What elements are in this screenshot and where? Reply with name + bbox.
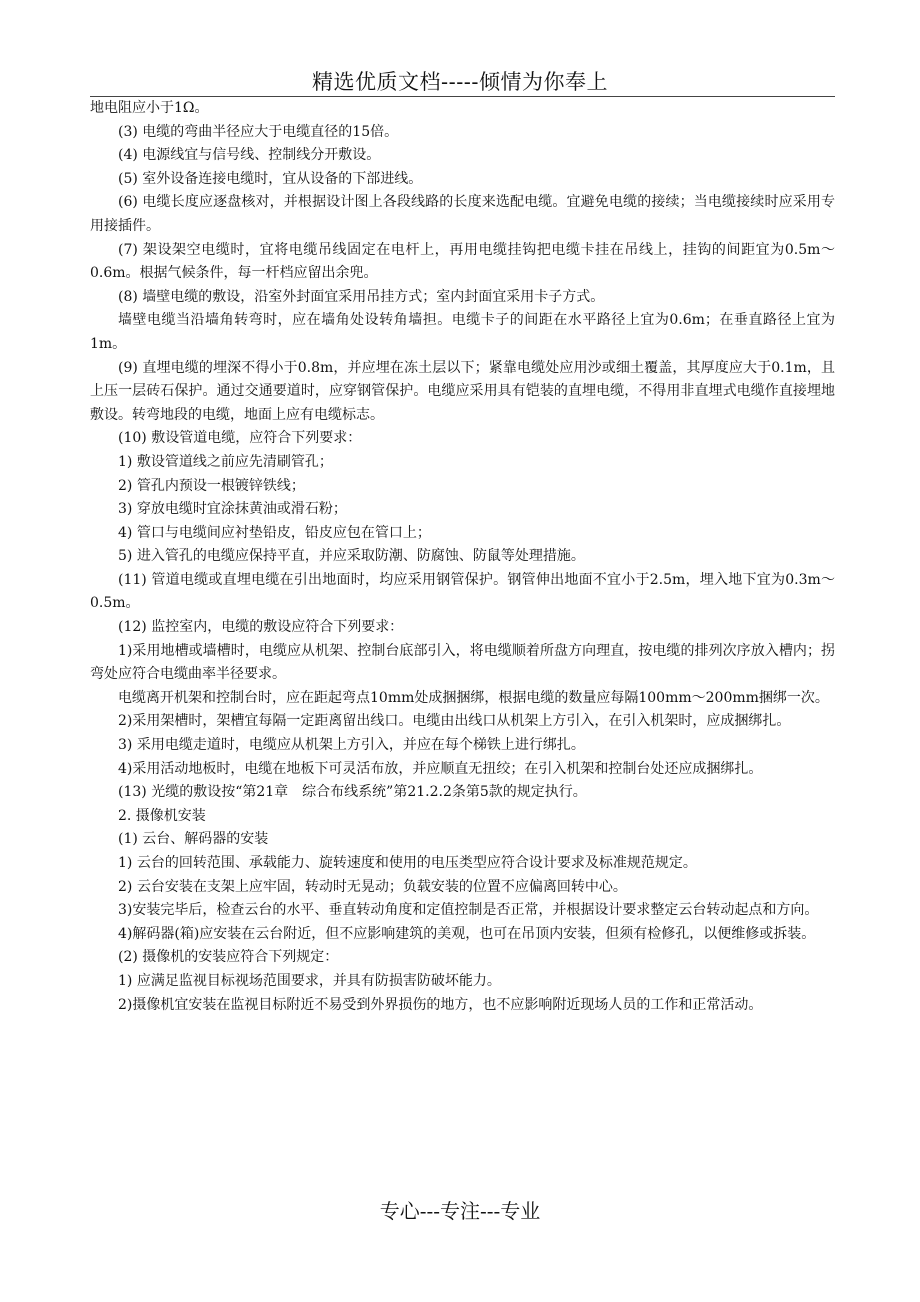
paragraph: (10) 敷设管道电缆，应符合下列要求： (118, 430, 362, 447)
list-item: 2) 管孔内预设一根镀锌铁线； (118, 477, 305, 494)
paragraph: (11) 管道电缆或直埋电缆在引出地面时，均应采用钢管保护。钢管伸出地面不宜小于2.5m，埋入地下宜为0.3m～0.5m。 (90, 571, 835, 612)
paragraph: 地电阻应小于1Ω。 (90, 100, 209, 116)
list-item: 1) 云台的回转范围、承载能力、旋转速度和使用的电压类型应符合设计要求及标准规范规定。 (118, 855, 697, 871)
list-item: 3) 采用电缆走道时，电缆应从机架上方引入，并应在每个梯铁上进行绑扎。 (118, 737, 585, 754)
list-item: 1) 应满足监视目标视场范围要求，并具有防损害防破坏能力。 (118, 972, 501, 989)
paragraph: (8) 墙壁电缆的敷设，沿室外封面宜采用吊挂方式；室内封面宜采用卡子方式。 (118, 288, 605, 305)
paragraph: (9) 直埋电缆的埋深不得小于0.8m，并应埋在冻土层以下；紧靠电缆处应用沙或细土覆盖，其厚度应大于0.1m，且上压一层砖石保护。通过交通要道时，应穿钢管保护。电缆应采用具有铠装的直埋电缆，不得用非直埋式电缆作直接埋地敷设。转弯地段的电缆，地面上应有电缆标志。 (90, 359, 835, 423)
page-footer: 专心---专注---专业 (379, 1199, 541, 1223)
subsection-heading: (2) 摄像机的安装应符合下列规定： (118, 949, 339, 966)
paragraph: (7) 架设架空电缆时，宜将电缆吊线固定在电杆上，再用电缆挂钩把电缆卡挂在吊线上，挂钩的间距宜为0.5m～0.6m。根据气候条件，每一杆档应留出余兜。 (90, 241, 835, 282)
paragraph: 墙壁电缆当沿墙角转弯时，应在墙角处设转角墙担。电缆卡子的间距在水平路径上宜为0.6m；在垂直路径上宜为1m。 (90, 312, 835, 352)
list-item: 3)安装完毕后，检查云台的水平、垂直转动角度和定值控制是否正常，并根据设计要求整定云台转动起点和方向。 (118, 902, 819, 919)
paragraph: (4) 电源线宜与信号线、控制线分开敷设。 (118, 147, 381, 164)
paragraph: (5) 室外设备连接电缆时，宜从设备的下部进线。 (118, 170, 423, 187)
document-body (90, 97, 835, 1017)
list-item: 4)解码器(箱)应安装在云台附近，但不应影响建筑的美观，也可在吊顶内安装，但须有检修孔，以便维修或拆装。 (118, 925, 816, 942)
list-item: 5) 进入管孔的电缆应保持平直，并应采取防潮、防腐蚀、防鼠等处理措施。 (118, 548, 585, 565)
list-item: 3) 穿放电缆时宜涂抹黄油或滑石粉； (118, 501, 347, 518)
subsection-heading: (1) 云台、解码器的安装 (118, 831, 269, 848)
list-item: 2) 云台安装在支架上应牢固，转动时无晃动；负载安装的位置不应偏离回转中心。 (118, 878, 627, 895)
paragraph: (12) 监控室内，电缆的敷设应符合下列要求： (118, 619, 404, 636)
page-header: 精选优质文档-----倾情为你奉上 (312, 70, 608, 94)
list-item: 1)采用地槽或墙槽时，电缆应从机架、控制台底部引入，将电缆顺着所盘方向理直，按电缆的排列次序放入槽内；拐弯处应符合电缆曲率半径要求。 (90, 642, 835, 683)
paragraph: (13) 光缆的敷设按“第21章 综合布线系统”第21.2.2条第5款的规定执行。 (118, 784, 587, 801)
section-heading: 2. 摄像机安装 (118, 807, 206, 824)
list-item: 4)采用活动地板时，电缆在地板下可灵活布放，并应顺直无扭绞；在引入机架和控制台处还应成捆绑扎。 (118, 760, 763, 777)
paragraph: (6) 电缆长度应逐盘核对，并根据设计图上各段线路的长度来选配电缆。宜避免电缆的接续；当电缆接续时应采用专用接插件。 (90, 194, 835, 234)
list-item: 4) 管口与电缆间应衬垫铅皮，铅皮应包在管口上； (118, 524, 431, 541)
list-item: 2)采用架槽时，架槽宜每隔一定距离留出线口。电缆由出线口从机架上方引入，在引入机架时，应成捆绑扎。 (118, 713, 791, 730)
list-item: 2)摄像机宜安装在监视目标附近不易受到外界损伤的地方，也不应影响附近现场人员的工作和正常活动。 (118, 996, 763, 1013)
paragraph: (3) 电缆的弯曲半径应大于电缆直径的15倍。 (118, 123, 399, 140)
list-item: 1) 敷设管道线之前应先清刷管孔； (118, 453, 333, 470)
paragraph: 电缆离开机架和控制台时，应在距起弯点10mm处成捆捆绑，根据电缆的数量应每隔100mm～200mm捆绑一次。 (118, 689, 829, 706)
